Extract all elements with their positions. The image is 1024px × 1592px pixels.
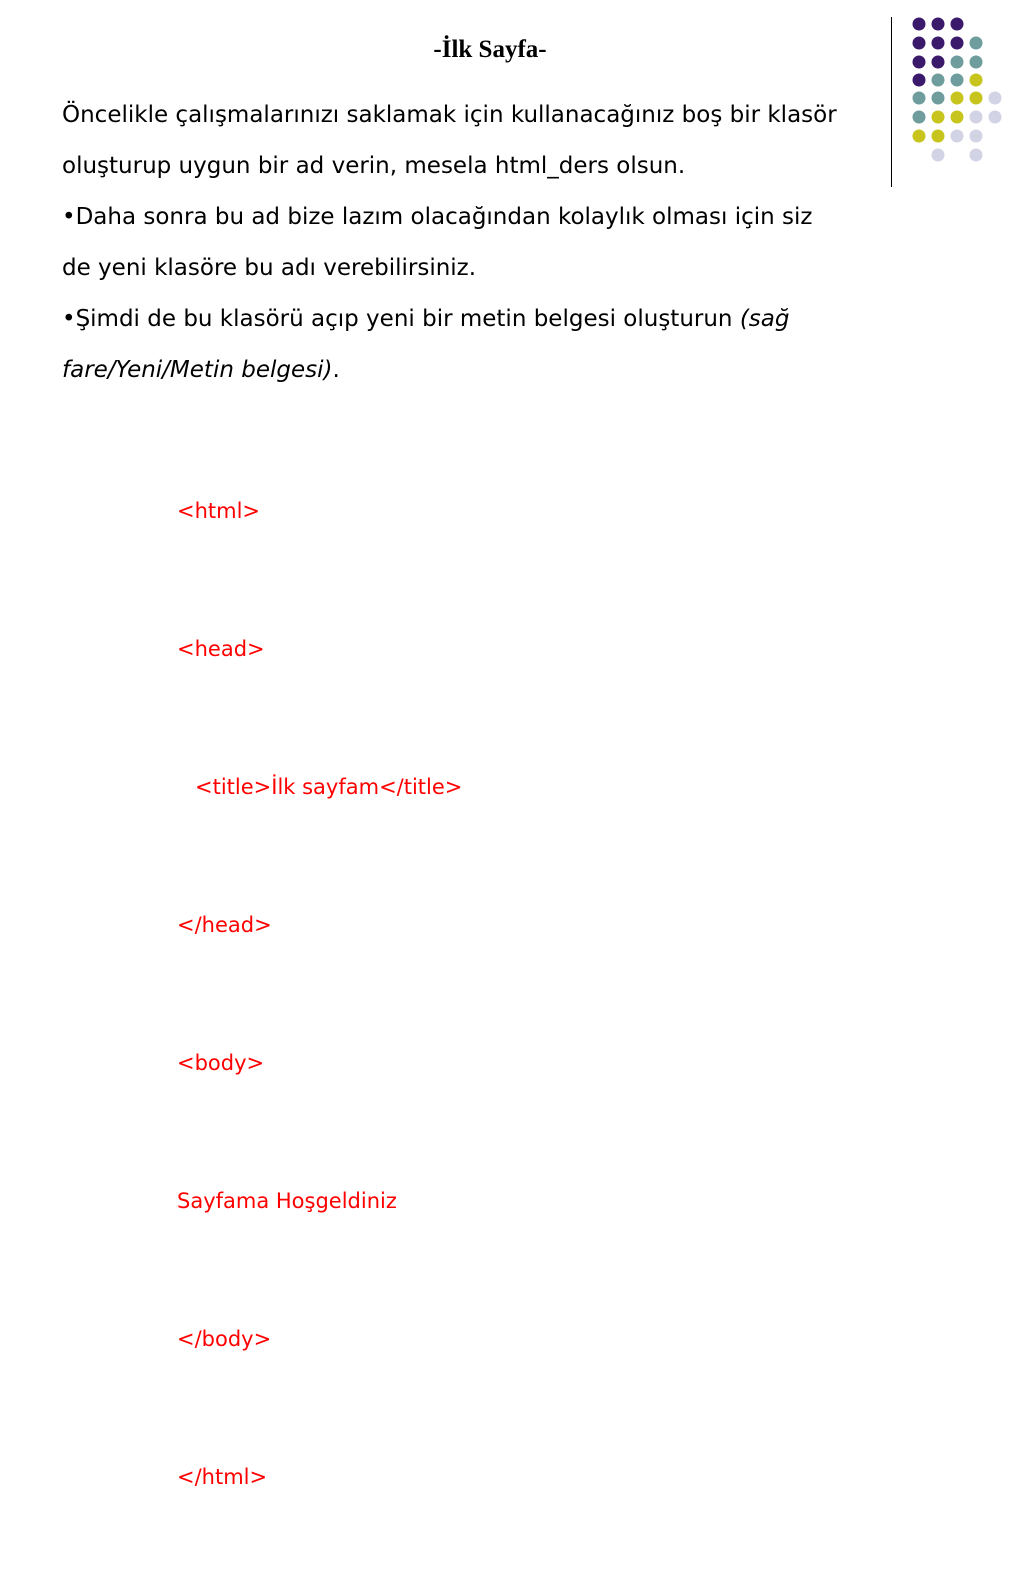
decorative-dot [932,74,945,87]
code-line: <head> [177,637,265,661]
decorative-dot [913,37,926,50]
decorative-dot [932,37,945,50]
paragraph-line: Öncelikle çalışmalarınızı saklamak için kullanacağınız boş bir klasör [62,102,837,128]
code-line: </html> [177,1465,268,1489]
paragraph-line: de yeni klasöre bu adı verebilirsiniz. [62,255,477,281]
decorative-dot [932,56,945,69]
decorative-dot [970,56,983,69]
paragraph-line [62,294,992,345]
slide-body-text [62,90,992,396]
decorative-dot [970,37,983,50]
decorative-dot [970,74,983,87]
slide-title: -İlk Sayfa- [433,36,547,63]
code-line: <html> [177,499,261,523]
paragraph-line [62,345,992,396]
decorative-dot [951,74,964,87]
paragraph-text: . [332,357,340,383]
paragraph-italic-text: (sağ [739,306,790,332]
paragraph-line: oluşturup uygun bir ad verin, mesela html_ders olsun. [62,153,686,179]
code-line: <title>İlk sayfam</title> [195,775,463,799]
decorative-dot [951,37,964,50]
code-line: </body> [177,1327,272,1351]
decorative-dot [932,18,945,31]
code-line: <body> [177,1051,265,1075]
paragraph-italic-text: fare/Yeni/Metin belgesi) [62,357,333,383]
decorative-dot [951,18,964,31]
html-code-example [177,396,462,1592]
paragraph-text: •Şimdi de bu klasörü açıp yeni bir metin belgesi oluşturun [62,306,740,332]
code-line: </head> [177,913,272,937]
paragraph-line: •Daha sonra bu ad bize lazım olacağından kolaylık olması için siz [62,204,813,230]
decorative-dot [913,56,926,69]
decorative-dot [951,56,964,69]
decorative-dot [913,74,926,87]
code-line: Sayfama Hoşgeldiniz [177,1189,397,1213]
decorative-dot [913,18,926,31]
